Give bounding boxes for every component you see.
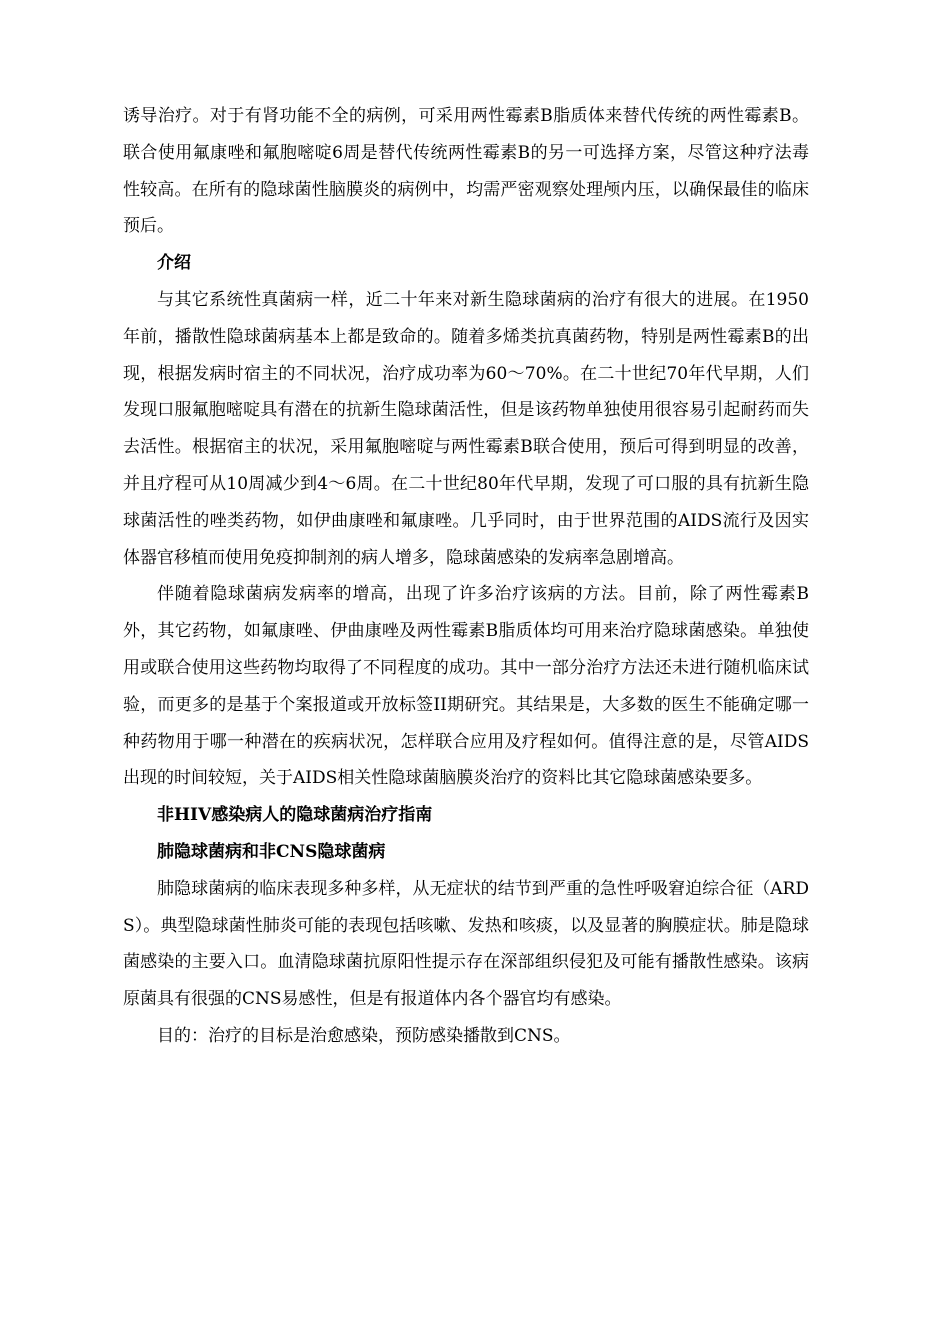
document-page (123, 98, 809, 1055)
subsection-heading-pulmonary: 肺隐球菌病和非CNS隐球菌病 (157, 841, 386, 862)
paragraph-pulmonary-presentation: 肺隐球菌病的临床表现多种多样，从无症状的结节到严重的急性呼吸窘迫综合征（ARDS）。典型隐球菌性肺炎可能的表现包括咳嗽、发热和咳痰，以及显著的胸膜症状。肺是隐球菌感染的主要入口。血清隐球菌抗原阳性提示存在深部组织侵犯及可能有播散性感染。该病原菌具有很强的CNS易感性，但是有报道体内各个器官均有感染。 (123, 878, 809, 1010)
paragraph-treatment-methods: 伴随着隐球菌病发病率的增高，出现了许多治疗该病的方法。目前，除了两性霉素B外，其它药物，如氟康唑、伊曲康唑及两性霉素B脂质体均可用来治疗隐球菌感染。单独使用或联合使用这些药物均取得了不同程度的成功。其中一部分治疗方法还未进行随机临床试验，而更多的是基于个案报道或开放标签II期研究。其结果是，大多数的医生不能确定哪一种药物用于哪一种潜在的疾病状况，怎样联合应用及疗程如何。值得注意的是，尽管AIDS出现的时间较短，关于AIDS相关性隐球菌脑膜炎治疗的资料比其它隐球菌感染要多。 (123, 584, 809, 789)
section-heading-introduction: 介绍 (157, 253, 191, 274)
section-heading-guidelines: 非HIV感染病人的隐球菌病治疗指南 (157, 805, 433, 826)
paragraph-introduction-history: 与其它系统性真菌病一样，近二十年来对新生隐球菌病的治疗有很大的进展。在1950年前，播散性隐球菌病基本上都是致命的。随着多烯类抗真菌药物，特别是两性霉素B的出现，根据发病时宿主的不同状况，治疗成功率为60～70%。在二十世纪70年代早期，人们发现口服氟胞嘧啶具有潜在的抗新生隐球菌活性，但是该药物单独使用很容易引起耐药而失去活性。根据宿主的状况，采用氟胞嘧啶与两性霉素B联合使用，预后可得到明显的改善，并且疗程可从10周减少到4～6周。在二十世纪80年代早期，发现了可口服的具有抗新生隐球菌活性的唑类药物，如伊曲康唑和氟康唑。几乎同时，由于世界范围的AIDS流行及因实体器官移植而使用免疫抑制剂的病人增多，隐球菌感染的发病率急剧增高。 (123, 289, 809, 568)
paragraph-treatment-goal: 目的：治疗的目标是治愈感染，预防感染播散到CNS。 (157, 1025, 571, 1046)
paragraph-continuation: 诱导治疗。对于有肾功能不全的病例，可采用两性霉素B脂质体来替代传统的两性霉素B。联合使用氟康唑和氟胞嘧啶6周是替代传统两性霉素B的另一可选择方案，尽管这种疗法毒性较高。在所有的隐球菌性脑膜炎的病例中，均需严密观察处理颅内压，以确保最佳的临床预后。 (123, 106, 809, 237)
